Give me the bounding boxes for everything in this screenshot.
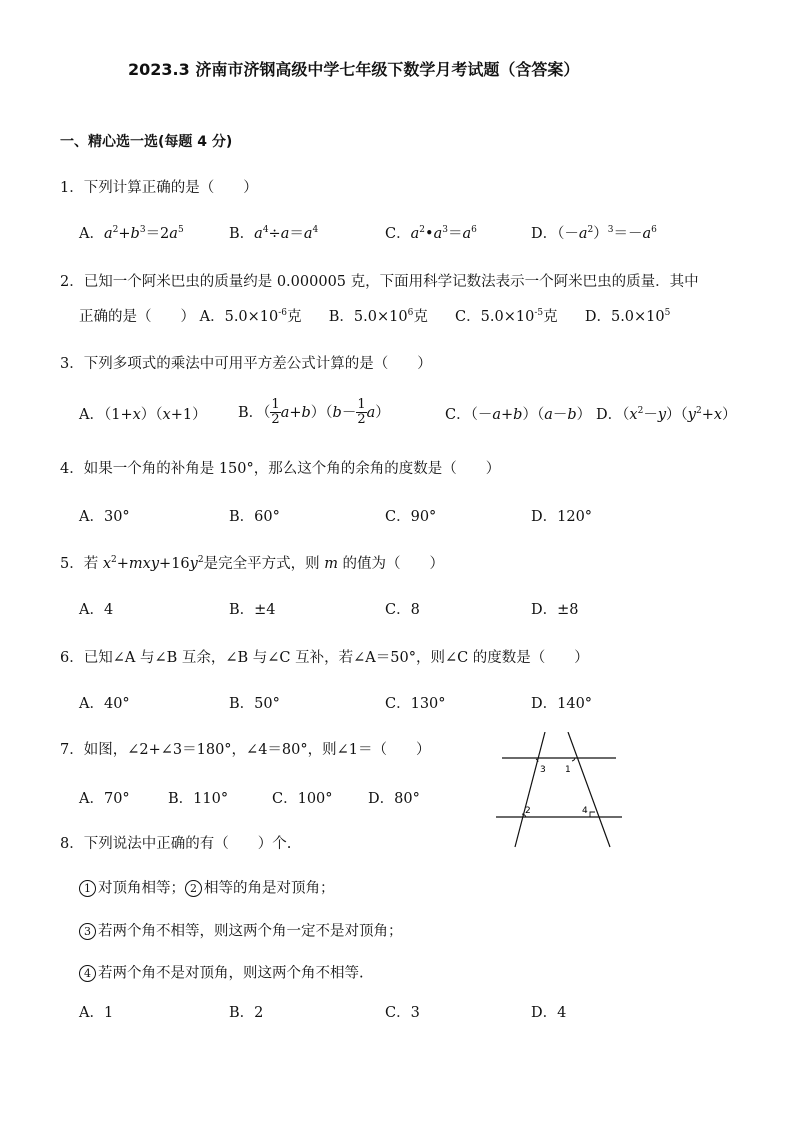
right-transversal: [568, 732, 610, 847]
question-1-option-a: A．$a^2+b^3=2a^5$: [79, 225, 184, 242]
question-8-option-c: C．3: [385, 1005, 420, 1021]
question-6-option-a: A．40°: [79, 696, 130, 712]
question-3-option-d: D．$(x^2-y)(y^2+x)$: [596, 406, 737, 423]
page-title: 2023.3 济南市济钢高级中学七年级下数学月考试题（含答案）: [128, 60, 580, 79]
question-4-option-c: C．90°: [385, 509, 437, 525]
question-2-option-b: B．$5.0\times 10^6$克: [328, 308, 428, 325]
question-7-option-c: C．100°: [272, 791, 333, 807]
section-heading: 一、精心选一选(每题 4 分): [60, 134, 233, 150]
question-4-option-a: A．30°: [79, 509, 130, 525]
question-6-option-b: B．50°: [229, 696, 280, 712]
question-8-statement-4: 4 若两个角不是对顶角，则这两个角不相等.: [79, 965, 364, 982]
question-5-option-a: A．4: [79, 602, 114, 618]
question-8-option-d: D．4: [531, 1005, 567, 1021]
question-7-figure: [490, 732, 630, 852]
question-7-option-a: A．70°: [79, 791, 130, 807]
question-1-option-c: C．$a^2•a^3=a^6$: [385, 225, 477, 242]
figure-label-2: 2: [525, 806, 531, 816]
question-7-stem: 7．如图，∠2+∠3＝180°，∠4＝80°，则∠1＝（ ）: [60, 742, 431, 758]
question-5-option-d: D．±8: [531, 602, 579, 618]
question-2-option-a: A．$5.0\times 10^{-6}$克: [199, 308, 302, 325]
question-5-option-c: C．8: [385, 602, 420, 618]
question-4-option-b: B．60°: [229, 509, 280, 525]
question-5-stem: 5．若 $x^2+mxy+16y^2$是完全平方式，则 m 的值为（ ）: [60, 555, 445, 572]
question-6-stem: 6．已知∠A 与∠B 互余，∠B 与∠C 互补，若∠A＝50°，则∠C 的度数是（ ）: [60, 650, 589, 666]
question-3-option-a: A．（1+x）（x+1）: [79, 407, 207, 423]
figure-label-4: 4: [582, 806, 588, 816]
question-6-option-c: C．130°: [385, 696, 446, 712]
question-4-stem: 4．如果一个角的补角是 150°，那么这个角的余角的度数是（ ）: [60, 461, 501, 477]
question-8-option-b: B．2: [229, 1005, 264, 1021]
question-3-option-c: C．（－a+b）（a－b）: [445, 407, 592, 423]
question-1-option-d: D．$(-a^2)^3=-a^6$: [531, 225, 657, 242]
question-8-option-a: A．1: [79, 1005, 114, 1021]
question-7-option-b: B．110°: [168, 791, 229, 807]
question-7-option-d: D．80°: [368, 791, 420, 807]
question-2-line2: 正确的是（ ） A．$5.0\times 10^{-6}$克 B．$5.0\times 10^6$克 C．$5.0\times 10^{-5}$克 D．$5.0\times 10^5$: [79, 308, 671, 325]
figure-label-1: 1: [565, 765, 571, 775]
question-1-stem: 1．下列计算正确的是（ ）: [60, 180, 258, 196]
question-5-option-b: B．±4: [229, 602, 276, 618]
question-8-statement-3: 3 若两个角不相等，则这两个角一定不是对顶角；: [79, 923, 403, 940]
question-2-stem: 2．已知一个阿米巴虫的质量约是 0.000005 克，下面用科学记数法表示一个阿米巴虫的质量．其中: [60, 274, 699, 290]
question-3-stem: 3．下列多项式的乘法中可用平方差公式计算的是（ ）: [60, 356, 432, 372]
question-8-stem: 8．下列说法中正确的有（ ）个.: [60, 836, 292, 852]
question-2-option-c: C．$5.0\times 10^{-5}$克: [455, 308, 558, 325]
question-6-option-d: D．140°: [531, 696, 593, 712]
question-8-statements-1-2: 1 对顶角相等； 2 相等的角是对顶角；: [79, 880, 335, 897]
question-4-option-d: D．120°: [531, 509, 593, 525]
question-3-option-b: B．（ $\frac{1}{2}$ a+b）（b－ $\frac{1}{2}$ a）: [238, 397, 390, 428]
question-2-option-d: D．$5.0\times 10^5$: [584, 308, 671, 325]
question-1-option-b: B．$a^4\div a=a^4$: [229, 225, 319, 242]
figure-label-3: 3: [540, 765, 546, 775]
left-transversal: [515, 732, 545, 847]
